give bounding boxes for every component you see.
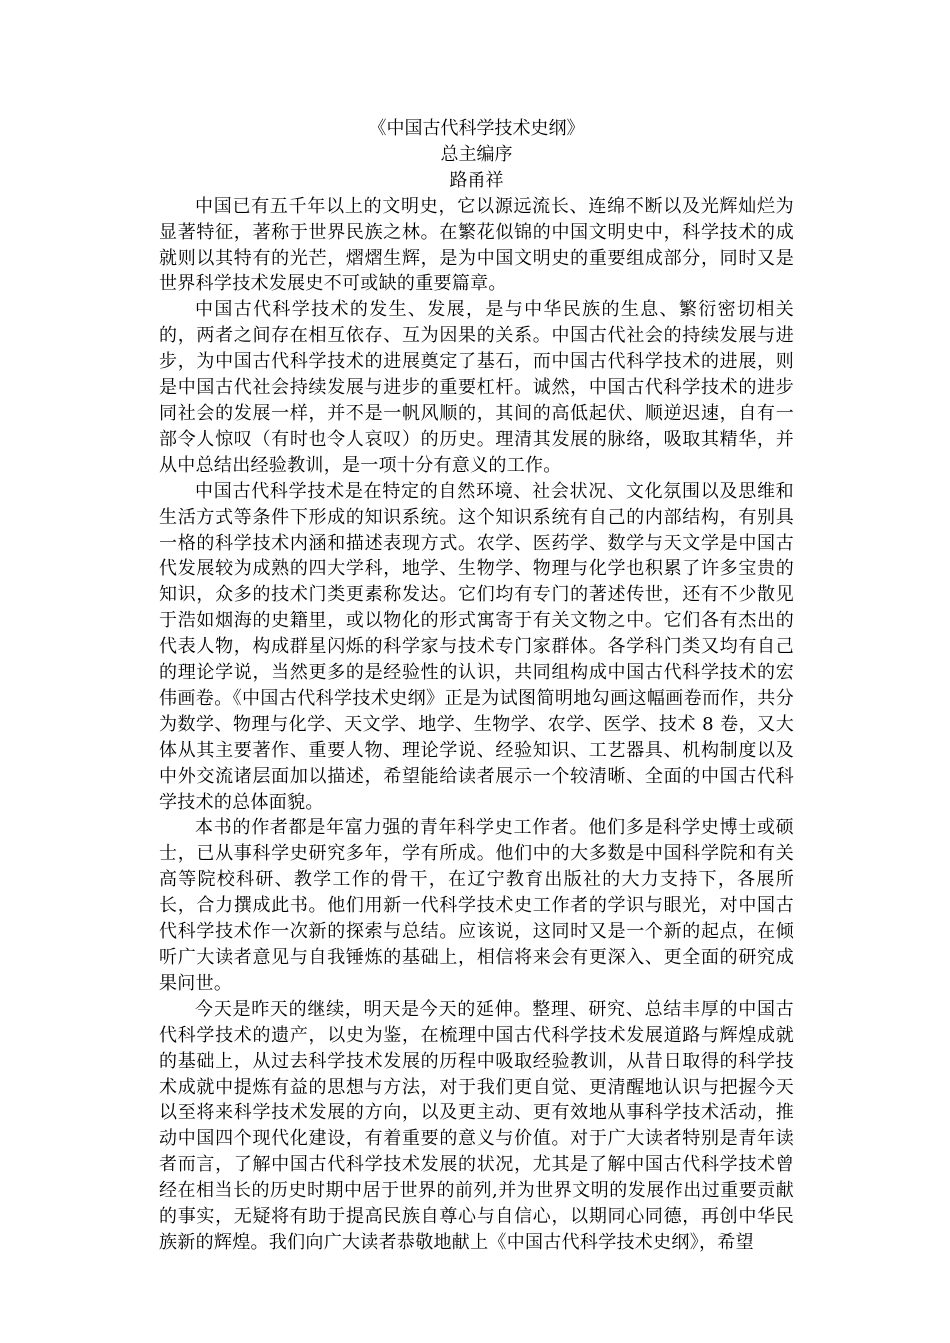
paragraph-4: 本书的作者都是年富力强的青年科学史工作者。他们多是科学史博士或硕士，已从事科学史研究多年，学有所成。他们中的大多数是中国科学院和有关高等院校科研、教学工作的骨干，在辽宁教育出版社的大力支持下，各展所长，合力撰成此书。他们用新一代科学技术史工作者的学识与眼光，对中国古代科学技术作一次新的探索与总结。应该说，这同时又是一个新的起点，在倾听广大读者意见与自我锤炼的基础上，相信将来会有更深入、更全面的研究成果问世。 <box>159 817 794 994</box>
section-heading: 总主编序 <box>440 143 513 165</box>
paragraph-5: 今天是昨天的继续，明天是今天的延伸。整理、研究、总结丰厚的中国古代科学技术的遗产，以史为鉴，在梳理中国古代科学技术发展道路与辉煌成就的基础上，从过去科学技术发展的历程中吸取经验教训，从昔日取得的科学技术成就中提炼有益的思想与方法，对于我们更自觉、更清醒地认识与把握今天以至将来科学技术发展的方向，以及更主动、更有效地从事科学技术活动，推动中国四个现代化建设，有着重要的意义与价值。对于广大读者特别是青年读者而言，了解中国古代科学技术发展的状况，尤其是了解中国古代科学技术曾经在相当长的历史时期中居于世界的前列,并为世界文明的发展作出过重要贡献的事实，无疑将有助于提高民族自尊心与自信心，以期同心同德，再创中华民族新的辉煌。我们向广大读者恭敬地献上《中国古代科学技术史纲》，希望 <box>159 998 794 1253</box>
paragraph-1: 中国已有五千年以上的文明史，它以源远流长、连绵不断以及光辉灿烂为显著特征，著称于世界民族之林。在繁花似锦的中国文明史中，科学技术的成就则以其特有的光芒，熠熠生辉，是为中国文明史的重要组成部分，同时又是世界科学技术发展史不可或缺的重要篇章。 <box>159 195 794 295</box>
author-name: 路甬祥 <box>449 169 504 191</box>
book-title: 《中国古代科学技术史纲》 <box>368 118 585 139</box>
paragraph-3: 中国古代科学技术是在特定的自然环境、社会状况、文化氛围以及思维和生活方式等条件下形成的知识系统。这个知识系统有自己的内部结构，有别具一格的科学技术内涵和描述表现方式。农学、医药学、数学与天文学是中国古代发展较为成熟的四大学科，地学、生物学、物理与化学也积累了许多宝贵的知识，众多的技术门类更素称发达。它们均有专门的著述传世，还有不少散见于浩如烟海的史籍里，或以物化的形式寓寄于有关文物之中。它们各有杰出的代表人物，构成群星闪烁的科学家与技术专门家群体。各学科门类又均有自己的理论学说，当然更多的是经验性的认识，共同组构成中国古代科学技术的宏伟画卷。《中国古代科学技术史纲》正是为试图简明地勾画这幅画卷而作，共分为数学、物理与化学、天文学、地学、生物学、农学、医学、技术 8 卷，又大体从其主要著作、重要人物、理论学说、经验知识、工艺器具、机构制度以及中外交流诸层面加以描述，希望能给读者展示一个较清晰、全面的中国古代科学技术的总体面貌。 <box>159 480 794 813</box>
paragraph-2: 中国古代科学技术的发生、发展，是与中华民族的生息、繁衍密切相关的，两者之间存在相互依存、互为因果的关系。中国古代社会的持续发展与进步，为中国古代科学技术的进展奠定了基石，而中国古代科学技术的进展，则是中国古代社会持续发展与进步的重要杠杆。诚然，中国古代科学技术的进步同社会的发展一样，并不是一帆风顺的，其间的高低起伏、顺逆迟速，自有一部令人惊叹（有时也令人哀叹）的历史。理清其发展的脉络，吸取其精华，并从中总结出经验教训，是一项十分有意义的工作。 <box>159 299 794 476</box>
document-body <box>159 116 794 1256</box>
